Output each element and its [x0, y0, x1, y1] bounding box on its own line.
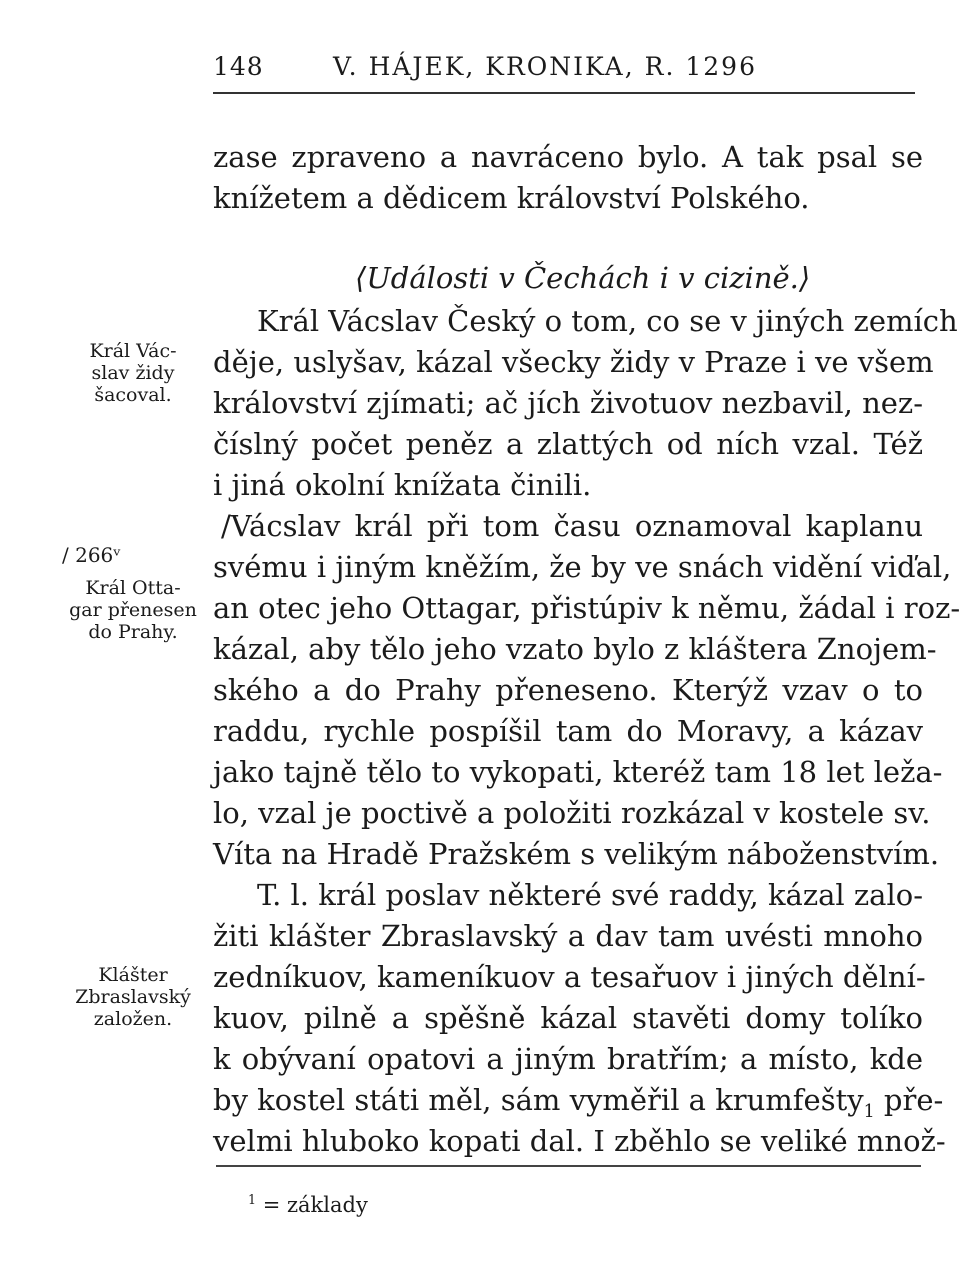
text-line: /Vácslav král při tom času oznamoval kaplanu	[221, 509, 923, 543]
margin-note-line: Klášter	[98, 964, 168, 986]
text-line: čísln​ý počet peněz a zlattých od ních vzal. Též	[213, 427, 923, 461]
text-line: jako tajně tělo to vykopati, kteréž tam 18 let leža-	[213, 755, 943, 789]
running-head	[213, 52, 913, 90]
text-line-with-footnote	[213, 1080, 944, 1122]
text-fragment: pře-	[883, 1083, 944, 1117]
text-fragment: by kostel státi měl, sám vyměřil a krumfešty	[213, 1083, 864, 1117]
margin-note-line: gar přenesen	[69, 599, 197, 621]
text-line: svému i jiným kněžím, že by ve snách vidění viďal,	[213, 550, 952, 584]
header-rule	[213, 92, 915, 94]
margin-note-line: šacoval.	[94, 384, 172, 406]
footnote-rule	[216, 1165, 921, 1167]
text-line: zase zpraveno a navráceno bylo. A tak psal se	[213, 140, 923, 174]
margin-note-ottagar-transferred	[58, 577, 208, 643]
text-line: Král Vácslav Český o tom, co se v jiných zemích	[257, 304, 958, 338]
page-number: 148	[213, 52, 264, 81]
folio-reference: / 266ᵛ	[62, 543, 121, 567]
section-heading: ⟨Události v Čechách i v cizině.⟩	[355, 261, 811, 295]
text-line: knížetem a dědicem království Polského.	[213, 181, 810, 215]
text-line: T. l. král poslav některé své raddy, kázal zalo-	[257, 878, 923, 912]
text-line: kázal, aby tělo jeho vzato bylo z kláštera Znojem-	[213, 632, 937, 666]
footnote-marker: 1	[863, 1101, 875, 1122]
margin-note-line: slav židy	[91, 362, 175, 384]
heading-spacer	[213, 219, 923, 260]
margin-note-line: Král Otta-	[85, 577, 181, 599]
text-line: i jiná okolní knížata činili.	[213, 468, 592, 502]
text-line: království zjímati; ač jích životuov nezbavil, nez-	[213, 386, 923, 420]
text-line: kuov, pilně a spěšně kázal stavěti domy tolíko	[213, 1001, 923, 1035]
text-line: velmi hluboko kopati dal. I zběhlo se veliké množ-	[213, 1124, 946, 1158]
running-title: V. HÁJEK, KRONIKA, R. 1296	[333, 52, 757, 81]
text-line: ského a do Prahy přeneseno. Kterýž vzav o to	[213, 673, 923, 707]
text-line: an otec jeho Ottagar, přistúpiv k němu, žádal i roz-	[213, 591, 960, 625]
margin-note-line: Zbraslavský	[75, 986, 191, 1008]
footnote-number: 1	[248, 1192, 257, 1207]
text-line: zedníkuov, kameníkuov a tesařuov i jiných dělní-	[213, 960, 926, 994]
margin-note-jews-taxed	[58, 340, 208, 406]
text-line: děje, uslyšav, kázal všecky židy v Praze i ve všem	[213, 345, 934, 379]
text-line: raddu, rychle pospíšil tam do Moravy, a kázav	[213, 714, 923, 748]
margin-note-line: založen.	[93, 1008, 173, 1030]
margin-note-line: Král Vác-	[89, 340, 177, 362]
text-line: lo, vzal je poctivě a položiti rozkázal v kostele sv.	[213, 796, 931, 830]
footnote	[248, 1193, 368, 1217]
text-line: Víta na Hradě Pražském s velikým nábožen​stvím.	[213, 837, 940, 871]
text-line: žiti klášter Zbraslavský a dav tam uvésti mnoho	[213, 919, 923, 953]
margin-note-zbraslav-founded	[58, 964, 208, 1030]
footnote-text: = základy	[262, 1193, 368, 1217]
margin-note-line: do Prahy.	[88, 621, 178, 643]
text-line: k obývaní opatovi a jiným bratřím; a místo, kde	[213, 1042, 923, 1076]
